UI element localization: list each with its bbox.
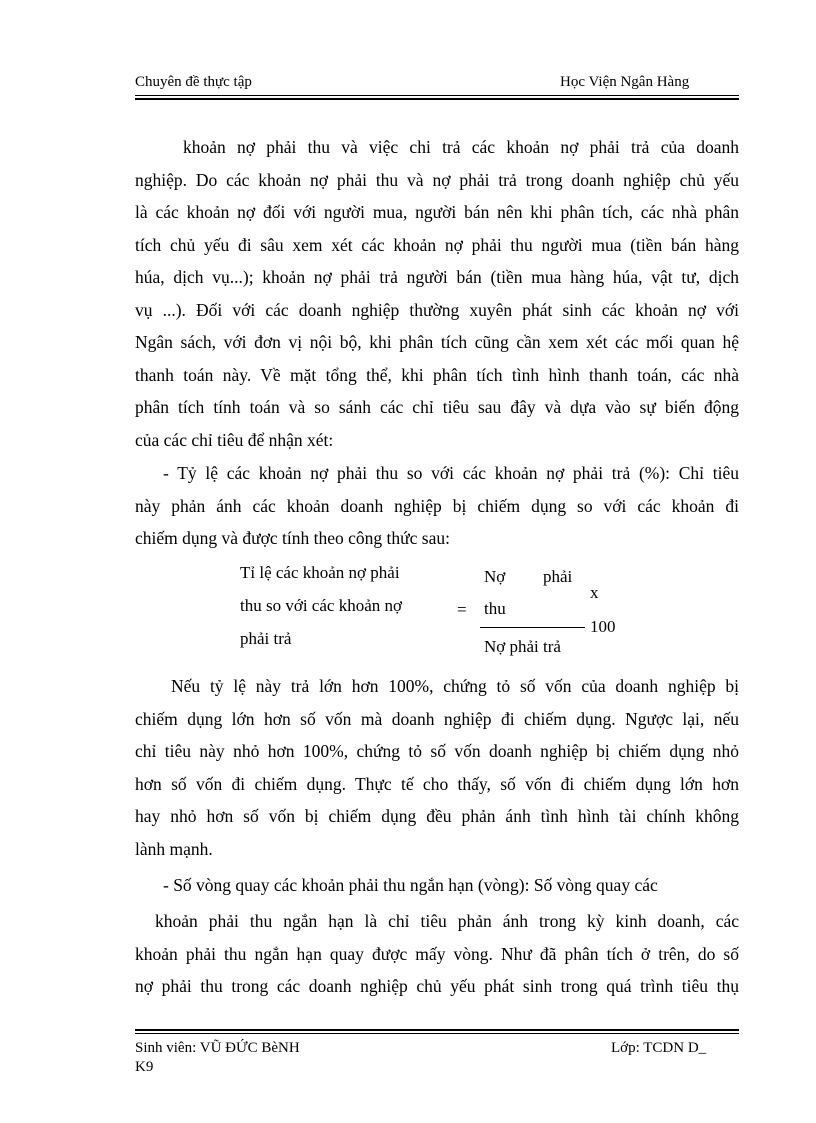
text-line: tích chủ yếu đi sâu xem xét các khoản nợ phải thu người mua (tiền bán hàng [135, 234, 739, 255]
text-line: Nếu tỷ lệ này trả lớn hơn 100%, chứng tỏ số vốn của doanh nghiệp bị [171, 676, 739, 696]
header-rule-thick [135, 98, 739, 100]
formula [240, 563, 640, 663]
formula-times: x [590, 583, 599, 602]
formula-factor: 100 [590, 617, 616, 636]
formula-lhs-line: thu so với các khoản nợ [240, 596, 402, 615]
text-line: là các khoản nợ đối với người mua, người bán nên khi phân tích, các nhà phân [135, 202, 739, 222]
text-line: này phản ánh các khoản doanh nghiệp bị chiếm dụng so với các khoản đi [135, 495, 739, 516]
formula-lhs-line: phải trả [240, 629, 292, 648]
paragraph-2 [135, 457, 739, 555]
footer-student-cont: K9 [135, 1059, 154, 1075]
fraction-bar [480, 627, 585, 628]
text-line: chiếm dụng và được tính theo công thức sau: [135, 528, 450, 548]
formula-denominator: Nợ phải trả [484, 637, 561, 656]
text-line: lành mạnh. [135, 838, 213, 859]
text-line: nghiệp. Do các khoản nợ phải thu và nợ phải trả trong doanh nghiệp chủ yếu [135, 169, 739, 190]
header-right-title: Học Viện Ngân Hàng [560, 74, 690, 90]
text-line: húa, dịch vụ...); khoản nợ phải trả người bán (tiền mua hàng húa, vật tư, dịch [135, 267, 739, 287]
text-line: Ngân sách, với đơn vị nội bộ, khi phân tích cũng cần xem xét các mối quan hệ [135, 332, 739, 352]
text-line: nợ phải thu trong các doanh nghiệp chủ yếu phát sinh trong quá trình tiêu thụ [135, 976, 739, 996]
formula-lhs-line: Tỉ lệ các khoản nợ phải [240, 563, 400, 582]
formula-numerator-word: thu [484, 599, 506, 618]
text-line: chỉ tiêu này nhỏ hơn 100%, chứng tỏ số vốn doanh nghiệp bị chiếm dụng nhỏ [135, 741, 739, 761]
paragraph-5 [135, 905, 739, 1003]
footer-student: Sinh viên: VŨ ĐỨC BèNH [135, 1040, 300, 1056]
text-line: khoản phải thu ngắn hạn là chỉ tiêu phản ánh trong kỳ kinh doanh, các [155, 911, 739, 931]
text-line: thanh toán này. Về mặt tổng thể, khi phân tích tình hình thanh toán, các nhà [135, 364, 739, 385]
footer-class: Lớp: TCDN D_ [611, 1040, 707, 1056]
footer-rule-thin [135, 1033, 739, 1034]
text-line: phân tích tính toán và so sánh các chỉ tiêu sau đây và dựa vào sự biến động [135, 397, 739, 417]
text-line: - Số vòng quay các khoản phải thu ngắn hạn (vòng): Số vòng quay các [163, 875, 658, 895]
text-line: - Tỷ lệ các khoản nợ phải thu so với các khoản nợ phải trả (%): Chỉ tiêu [163, 463, 739, 483]
footer-rule-thick [135, 1029, 739, 1031]
text-line: hơn số vốn đi chiếm dụng. Thực tế cho thấy, số vốn đi chiếm dụng lớn hơn [135, 773, 739, 794]
paragraph-4 [163, 869, 738, 902]
formula-numerator-word: phải [543, 567, 573, 586]
text-line: khoản phải thu ngắn hạn quay được mấy vòng. Như đã phân tích ở trên, do số [135, 943, 739, 964]
text-line: chiếm dụng lớn hơn số vốn mà doanh nghiệp đi chiếm dụng. Ngược lại, nếu [135, 708, 739, 729]
text-line: của các chỉ tiêu để nhận xét: [135, 429, 334, 450]
text-line: khoản nợ phải thu và việc chi trả các khoản nợ phải trả của doanh [183, 137, 739, 157]
paragraph-1 [135, 131, 739, 456]
header-left-title: Chuyên đề thực tập [135, 74, 252, 90]
text-line: hay nhỏ hơn số vốn bị chiếm dụng đều phản ánh tình hình tài chính không [135, 806, 739, 826]
text-line: vụ ...). Đối với các doanh nghiệp thường xuyên phát sinh các khoản nợ với [135, 299, 739, 320]
header-rule-thin [135, 95, 739, 96]
formula-numerator-word: Nợ [484, 567, 506, 586]
formula-equals: = [457, 600, 467, 619]
paragraph-3 [135, 670, 739, 865]
